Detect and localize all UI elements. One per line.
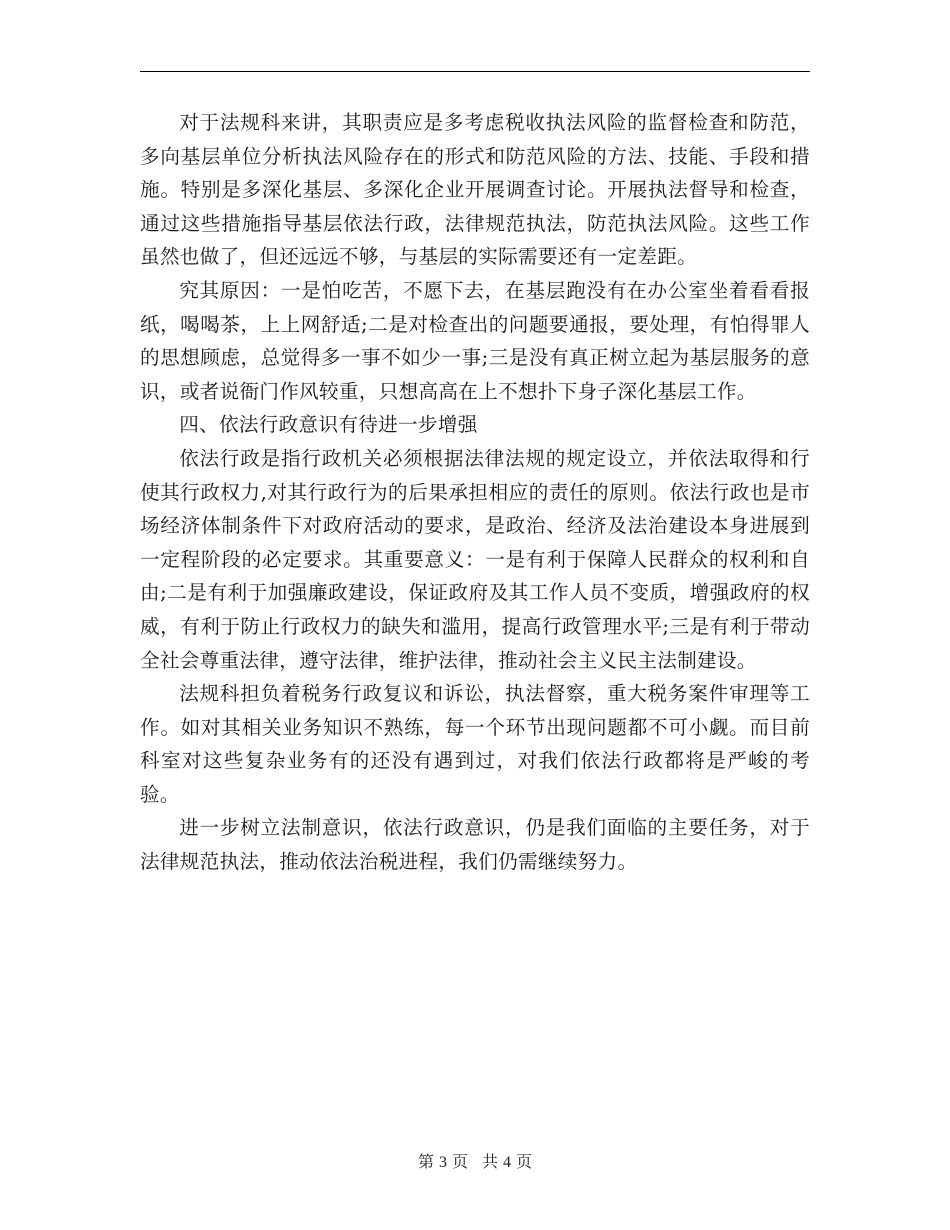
page-footer bbox=[0, 1150, 950, 1175]
paragraph-administration-by-law: 依法行政是指行政机关必须根据法律法规的规定设立，并依法取得和行使其行政权力,对其行政行为的后果承担相应的责任的原则。依法行政也是市场经济体制条件下对政府活动的要求，是政治、经济及法治建设本身进展到一定程阶段的必定要求。其重要意义：一是有利于保障人民群众的权利和自由;二是有利于加强廉政建设，保证政府及其工作人员不变质，增强政府的权威，有利于防止行政权力的缺失和滥用，提高行政管理水平;三是有利于带动全社会尊重法律，遵守法律，维护法律，推动社会主义民主法制建设。 bbox=[140, 446, 810, 672]
paragraph-regulation-duties: 对于法规科来讲，其职责应是多考虑税收执法风险的监督检查和防范，多向基层单位分析执法风险存在的形式和防范风险的方法、技能、手段和措施。特别是多深化基层、多深化企业开展调查讨论。开展执法督导和检查，通过这些措施指导基层依法行政，法律规范执法，防范执法风险。这些工作虽然也做了，但还远远不够，与基层的实际需要还有一定差距。 bbox=[140, 111, 810, 269]
paragraph-conclusion: 进一步树立法制意识，依法行政意识，仍是我们面临的主要任务，对于法律规范执法，推动依法治税进程，我们仍需继续努力。 bbox=[140, 816, 810, 874]
footer-total-suffix: 页 bbox=[516, 1152, 533, 1171]
footer-total-prefix: 共 bbox=[482, 1152, 499, 1171]
footer-current-page: 3 bbox=[438, 1154, 447, 1171]
paragraph-root-causes: 究其原因：一是怕吃苦，不愿下去，在基层跑没有在办公室坐着看看报纸，喝喝茶，上上网舒适;二是对检查出的问题要通报，要处理，有怕得罪人的思想顾虑，总觉得多一事不如少一事;三是没有真正树立起为基层服务的意识，或者说衙门作风较重，只想高高在上不想扑下身子深化基层工作。 bbox=[140, 278, 810, 403]
footer-total-pages: 4 bbox=[503, 1154, 512, 1171]
document-body bbox=[140, 106, 810, 879]
section-heading: 四、依法行政意识有待进一步增强 bbox=[179, 413, 478, 437]
paragraph-department-tasks: 法规科担负着税务行政复议和诉讼，执法督察，重大税务案件审理等工作。如对其相关业务知识不熟练，每一个环节出现问题都不可小觑。而目前科室对这些复杂业务有的还没有遇到过，对我们依法行政都将是严峻的考验。 bbox=[140, 682, 810, 806]
footer-page-prefix: 第 bbox=[417, 1152, 434, 1171]
footer-page-suffix: 页 bbox=[451, 1152, 468, 1171]
header-rule bbox=[140, 71, 810, 72]
